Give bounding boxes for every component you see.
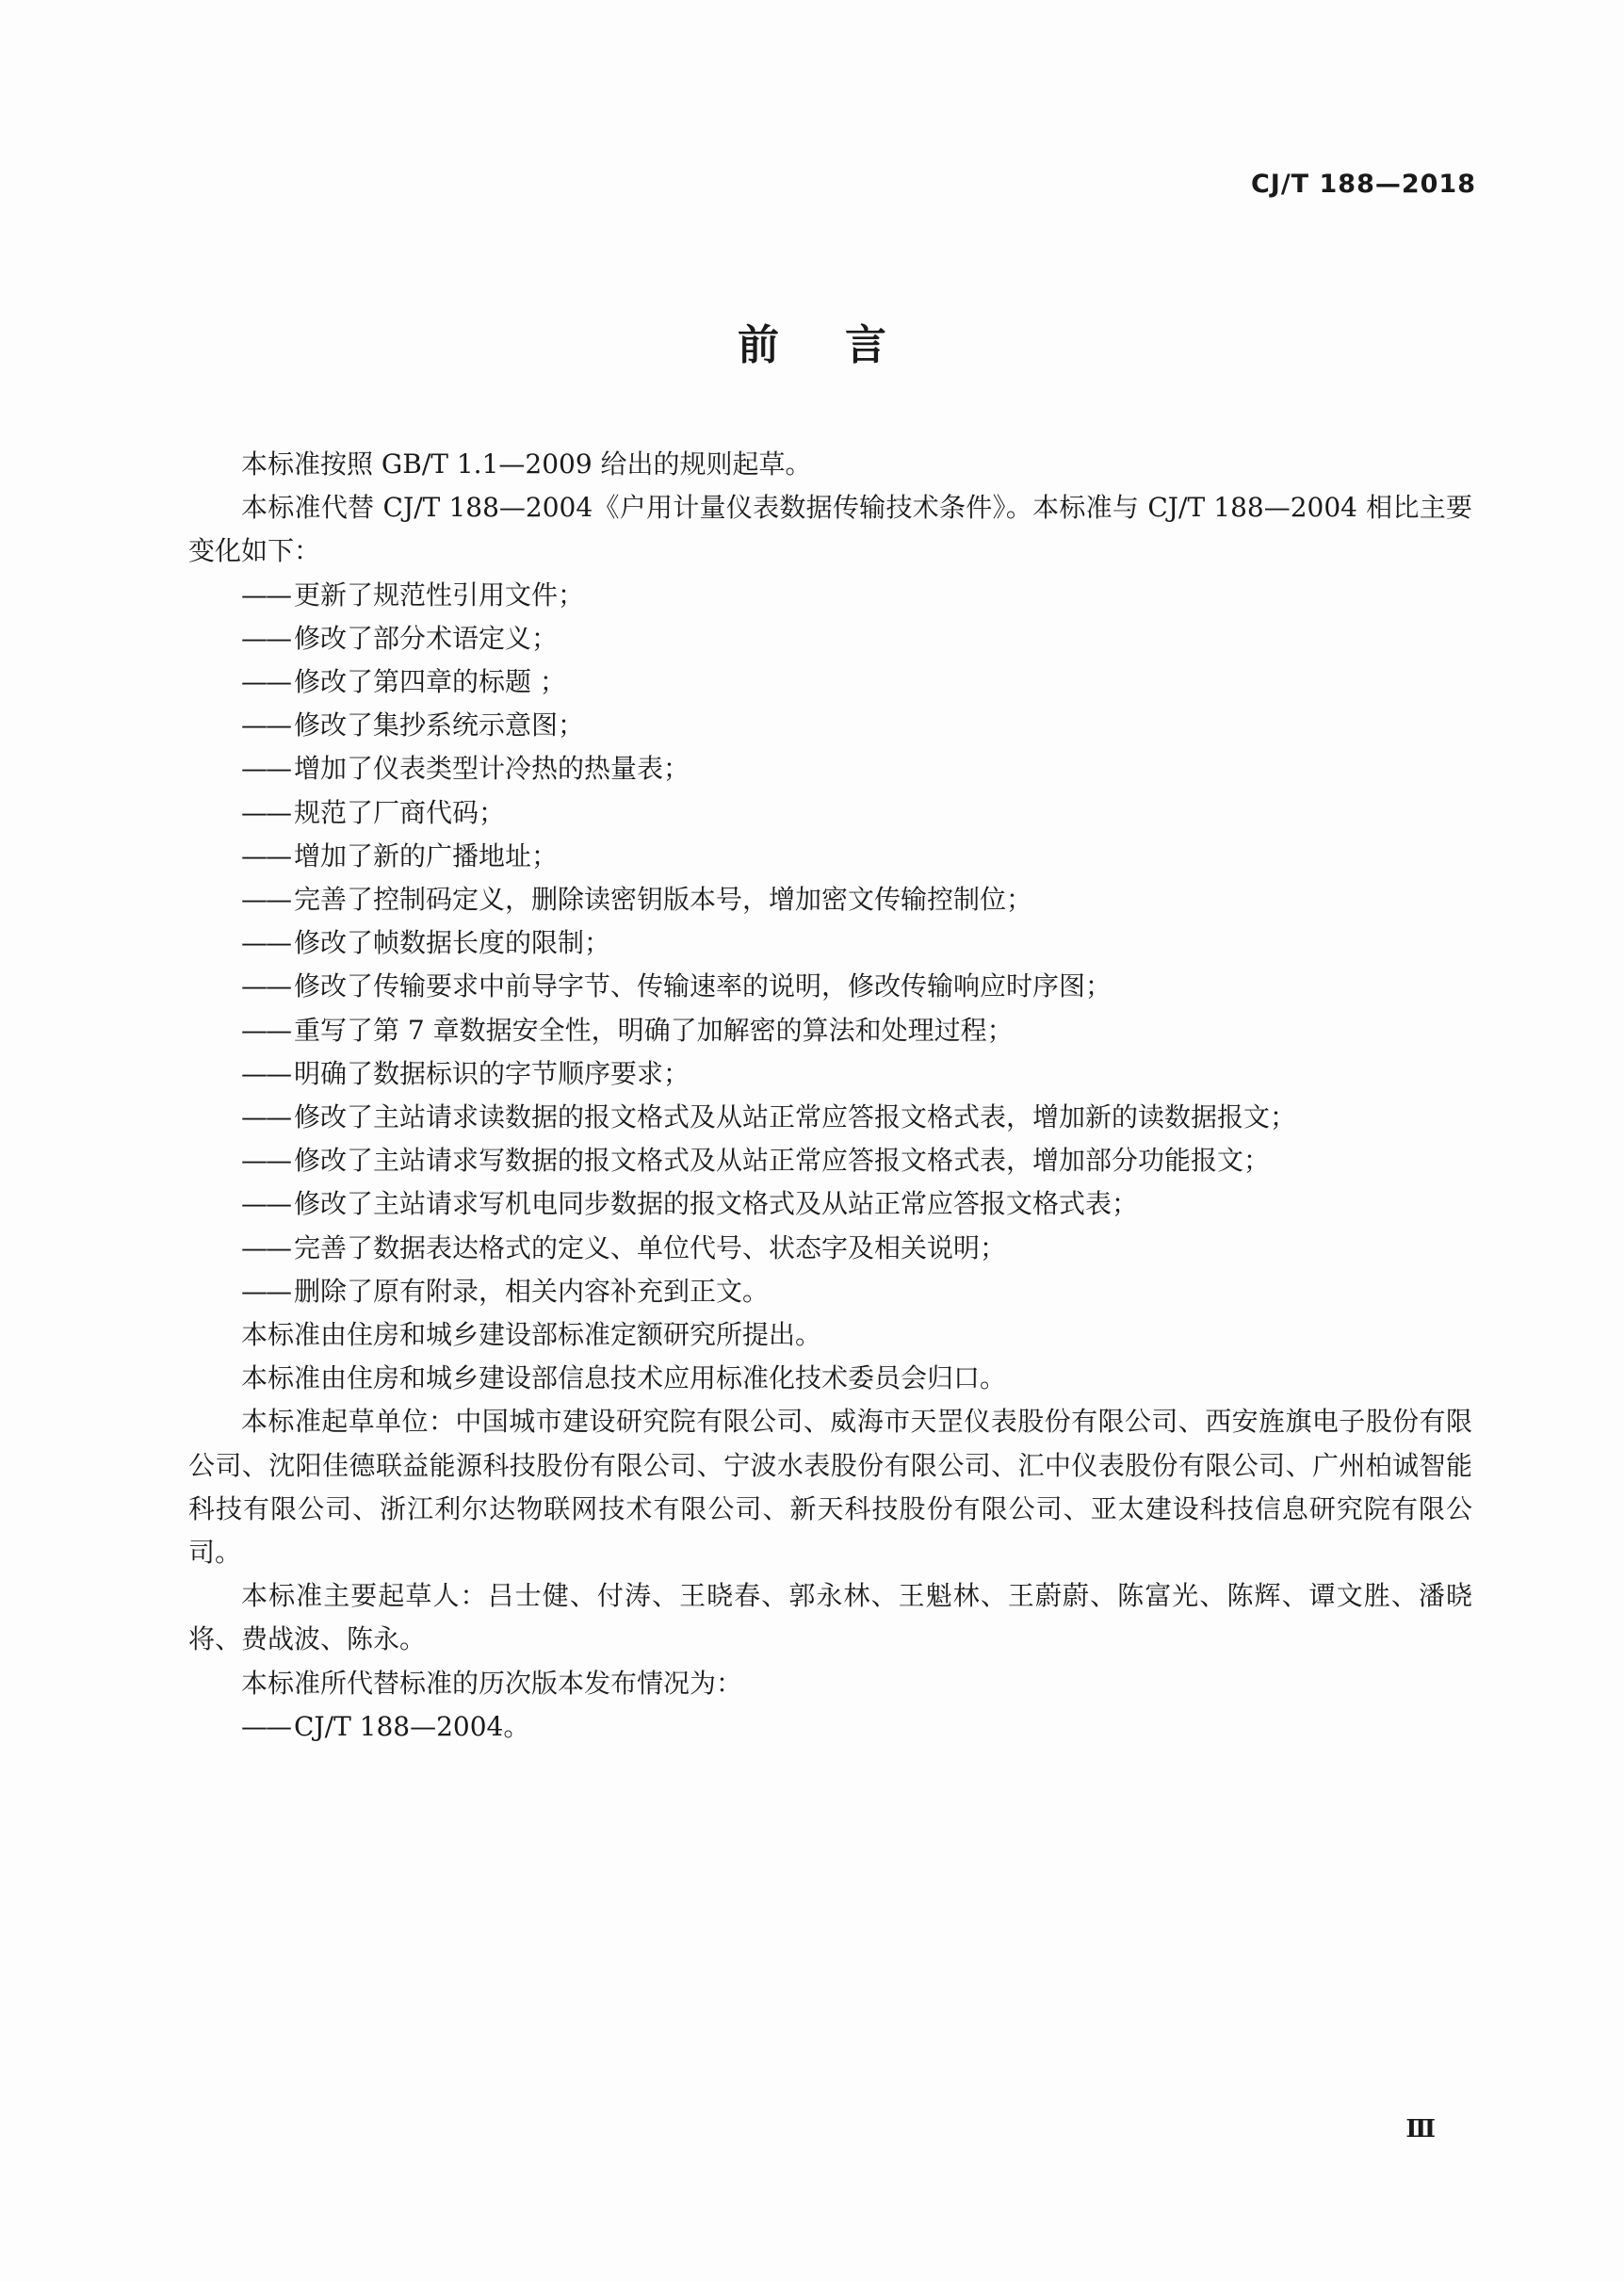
list-dash: —— [241, 839, 290, 872]
list-item [188, 574, 1472, 617]
list-dash: —— [241, 1188, 290, 1220]
list-dash: —— [241, 709, 290, 741]
history-item-text: CJ/T 188—2004。 [294, 1710, 530, 1742]
list-dash: —— [241, 753, 290, 785]
list-item [188, 1227, 1472, 1270]
list-dash: —— [241, 927, 290, 959]
list-dash: —— [241, 1101, 290, 1133]
list-item [188, 1139, 1472, 1182]
list-item [188, 965, 1472, 1008]
list-dash: —— [241, 1057, 290, 1089]
list-item-text: 规范了厂商代码； [294, 796, 506, 828]
list-item-text: 修改了帧数据长度的限制； [294, 927, 611, 959]
list-dash: —— [241, 666, 290, 698]
history-item [188, 1705, 1472, 1749]
list-dash: —— [241, 1710, 290, 1742]
list-dash: —— [241, 622, 290, 654]
list-item [188, 921, 1472, 965]
standard-code: CJ/T 188—2018 [1250, 170, 1476, 199]
list-item [188, 660, 1472, 704]
page-number: Ⅲ [1405, 2115, 1436, 2143]
list-item-text: 修改了主站请求写数据的报文格式及从站正常应答报文格式表，增加部分功能报文； [294, 1145, 1271, 1177]
list-dash: —— [241, 970, 290, 1002]
list-item [188, 1009, 1472, 1052]
proposer-paragraph: 本标准由住房和城乡建设部标准定额研究所提出。 [241, 1319, 822, 1351]
list-dash: —— [241, 1231, 290, 1263]
list-item-text: 修改了部分术语定义； [294, 622, 559, 654]
list-dash: —— [241, 1014, 290, 1046]
list-item [188, 704, 1472, 747]
list-item [188, 1052, 1472, 1096]
list-item-text: 更新了规范性引用文件； [294, 578, 585, 611]
foreword-body [188, 443, 1472, 1749]
list-item-text: 完善了控制码定义，删除读密钥版本号，增加密文传输控制位； [294, 884, 1033, 916]
list-item [188, 747, 1472, 790]
committee-paragraph: 本标准由住房和城乡建设部信息技术应用标准化技术委员会归口。 [241, 1362, 1007, 1394]
changes-list [188, 574, 1472, 1313]
list-item [188, 878, 1472, 921]
list-dash: —— [241, 578, 290, 611]
list-item-text: 修改了主站请求写机电同步数据的报文格式及从站正常应答报文格式表； [294, 1188, 1139, 1220]
list-item [188, 1096, 1472, 1139]
list-item [188, 1182, 1472, 1226]
list-item-text: 修改了传输要求中前导字节、传输速率的说明，修改传输响应时序图； [294, 970, 1112, 1002]
list-item-text: 修改了主站请求读数据的报文格式及从站正常应答报文格式表，增加新的读数据报文； [294, 1101, 1297, 1133]
list-item [188, 835, 1472, 878]
list-item-text: 修改了集抄系统示意图； [294, 709, 585, 741]
history-intro-paragraph: 本标准所代替标准的历次版本发布情况为： [241, 1667, 743, 1699]
drafting-units-paragraph: 本标准起草单位：中国城市建设研究院有限公司、威海市天罡仪表股份有限公司、西安旌旗电子股份有限公司、沈阳佳德联益能源科技股份有限公司、宁波水表股份有限公司、汇中仪表股份有限公司、广州柏诚智能科技有限公司、浙江利尔达物联网技术有限公司、新天科技股份有限公司、亚太建设科技信息研究院有限公司。 [188, 1406, 1472, 1569]
list-item-text: 增加了仪表类型计冷热的热量表； [294, 753, 690, 785]
list-item-text: 完善了数据表达格式的定义、单位代号、状态字及相关说明； [294, 1231, 1007, 1263]
list-dash: —— [241, 1145, 290, 1177]
intro-paragraph-1: 本标准按照 GB/T 1.1—2009 给出的规则起草。 [241, 448, 812, 480]
list-dash: —— [241, 1275, 290, 1307]
list-dash: —— [241, 884, 290, 916]
list-dash: —— [241, 796, 290, 828]
list-item-text: 修改了第四章的标题 ； [294, 666, 566, 698]
list-item [188, 617, 1472, 660]
list-item-text: 重写了第 7 章数据安全性，明确了加解密的算法和处理过程； [294, 1014, 1014, 1046]
intro-paragraph-2: 本标准代替 CJ/T 188—2004《户用计量仪表数据传输技术条件》。本标准与 CJ/T 188—2004 相比主要变化如下： [188, 492, 1472, 567]
list-item [188, 1270, 1472, 1313]
list-item-text: 明确了数据标识的字节顺序要求； [294, 1057, 690, 1089]
list-item-text: 删除了原有附录，相关内容补充到正文。 [294, 1275, 770, 1307]
list-item-text: 增加了新的广播地址； [294, 839, 559, 872]
list-item [188, 791, 1472, 835]
page-title: 前言 [738, 321, 952, 369]
drafters-paragraph: 本标准主要起草人：吕士健、付涛、王晓春、郭永林、王魁林、王蔚蔚、陈富光、陈辉、谭文胜、潘晓将、费战波、陈永。 [188, 1580, 1472, 1655]
